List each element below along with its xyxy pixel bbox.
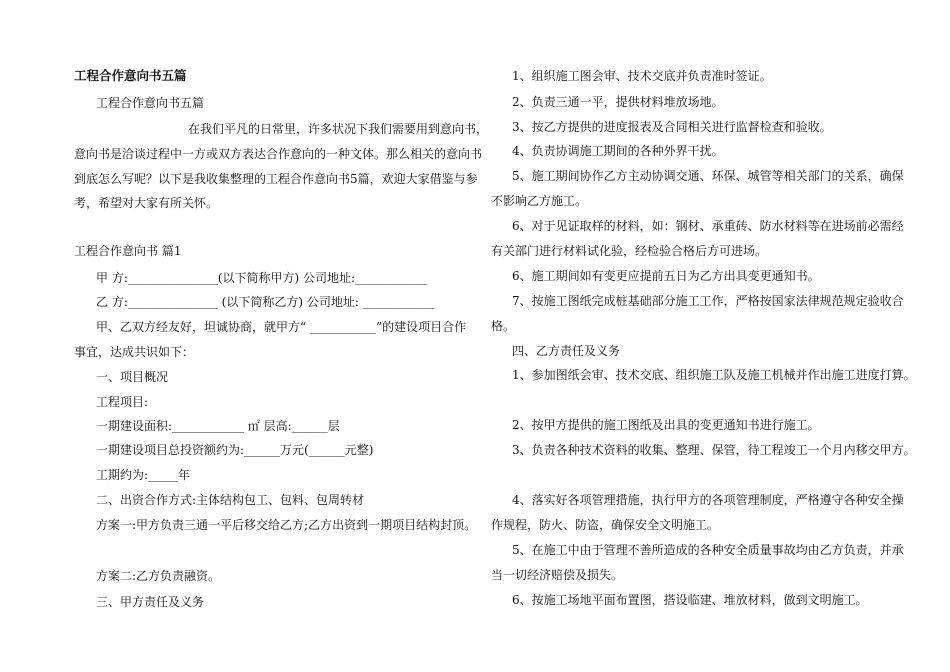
- intro-line: 在我们平凡的日常里，许多状况下我们需要用到意向书，: [188, 122, 489, 136]
- clause-line: 1、参加图纸会审、技术交底、组织施工队及施工机械并作出施工进度打算。: [512, 368, 916, 382]
- clause-line: 二、出资合作方式:主体结构包工、包料、包周转材: [96, 493, 365, 507]
- clause-line: 1、组织施工图会审、技术交底并负责准时签证。: [512, 69, 772, 83]
- clause-line: 三、甲方责任及义务: [96, 595, 205, 609]
- clause-line: 一期建设面积:____________ ㎡ 层高:______层: [96, 419, 340, 433]
- clause-line: 5、在施工中由于管理不善所造成的各种安全质量事故均由乙方负责，并承: [512, 543, 904, 557]
- right-column: [480, 0, 950, 672]
- clause-line: 格。: [491, 319, 516, 333]
- agreement-line: 事宜，达成共识如下：: [74, 345, 195, 359]
- clause-line: 有关部门进行材料试化验，经检验合格后方可进场。: [491, 244, 768, 258]
- clause-line: 2、按甲方提供的施工图纸及出具的变更通知书进行施工。: [512, 418, 820, 432]
- clause-line: 方案二:乙方负责融资。: [96, 569, 221, 583]
- document-subtitle: 工程合作意向书五篇: [96, 96, 205, 110]
- clause-line: 一、项目概况: [96, 370, 169, 384]
- clause-line: 工程项目:: [96, 395, 149, 409]
- clause-line: 2、负责三通一平，提供材料堆放场地。: [512, 95, 724, 109]
- clause-line: 当一切经济赔偿及损失。: [491, 568, 624, 582]
- agreement-line: 甲、乙双方经友好，坦诚协商，就甲方“ ___________”的建设项目合作: [96, 320, 467, 334]
- clause-line: 4、落实好各项管理措施，执行甲方的各项管理制度，严格遵守各种安全操: [512, 493, 904, 507]
- intro-line: 到底怎么写呢？以下是我收集整理的工程合作意向书5篇，欢迎大家借鉴与参: [74, 172, 478, 186]
- clause-line: 6、对于见证取样的材料，如：钢材、承重砖、防水材料等在进场前必需经: [512, 219, 904, 233]
- clause-line: 一期建设项目总投资额约为:______万元(______元整): [96, 443, 374, 457]
- document-title: 工程合作意向书五篇: [74, 68, 187, 83]
- clause-line: 7、按施工图纸完成桩基础部分施工工作，严格按国家法律规范规定验收合: [512, 294, 904, 308]
- clause-line: 5、施工期间协作乙方主动协调交通、环保、城管等相关部门的关系，确保: [512, 169, 904, 183]
- section-heading: 工程合作意向书 篇1: [74, 244, 182, 258]
- intro-line: 意向书是洽谈过程中一方或双方表达合作意向的一种文体。那么相关的意向书: [74, 147, 483, 161]
- clause-line: 6、施工期间如有变更应提前五日为乙方出具变更通知书。: [512, 269, 820, 283]
- clause-line: 工期约为:_____年: [96, 468, 191, 482]
- party-a-line: 甲 方:_______________(以下简称甲方) 公司地址:____________: [96, 271, 428, 285]
- clause-line: 方案一:甲方负责三通一平后移交给乙方;乙方出资到一期项目结构封顶。: [96, 518, 477, 532]
- section-heading: 四、乙方责任及义务: [512, 344, 621, 358]
- clause-line: 作规程，防火、防盗，确保安全文明施工。: [491, 518, 720, 532]
- intro-line: 考，希望对大家有所关怀。: [74, 196, 219, 210]
- clause-line: 4、负责协调施工期间的各种外界干扰。: [512, 144, 724, 158]
- clause-line: 6、按施工场地平面布置图，搭设临建、堆放材料，做到文明施工。: [512, 593, 868, 607]
- clause-line: 3、按乙方提供的进度报表及合同相关进行监督检查和验收。: [512, 120, 832, 134]
- party-b-line: 乙 方:_______________ (以下简称乙方) 公司地址: ____________: [96, 295, 435, 309]
- clause-line: 3、负责各种技术资料的收集、整理、保管，待工程竣工一个月内移交甲方。: [512, 443, 916, 457]
- clause-line: 不影响乙方施工。: [491, 194, 588, 208]
